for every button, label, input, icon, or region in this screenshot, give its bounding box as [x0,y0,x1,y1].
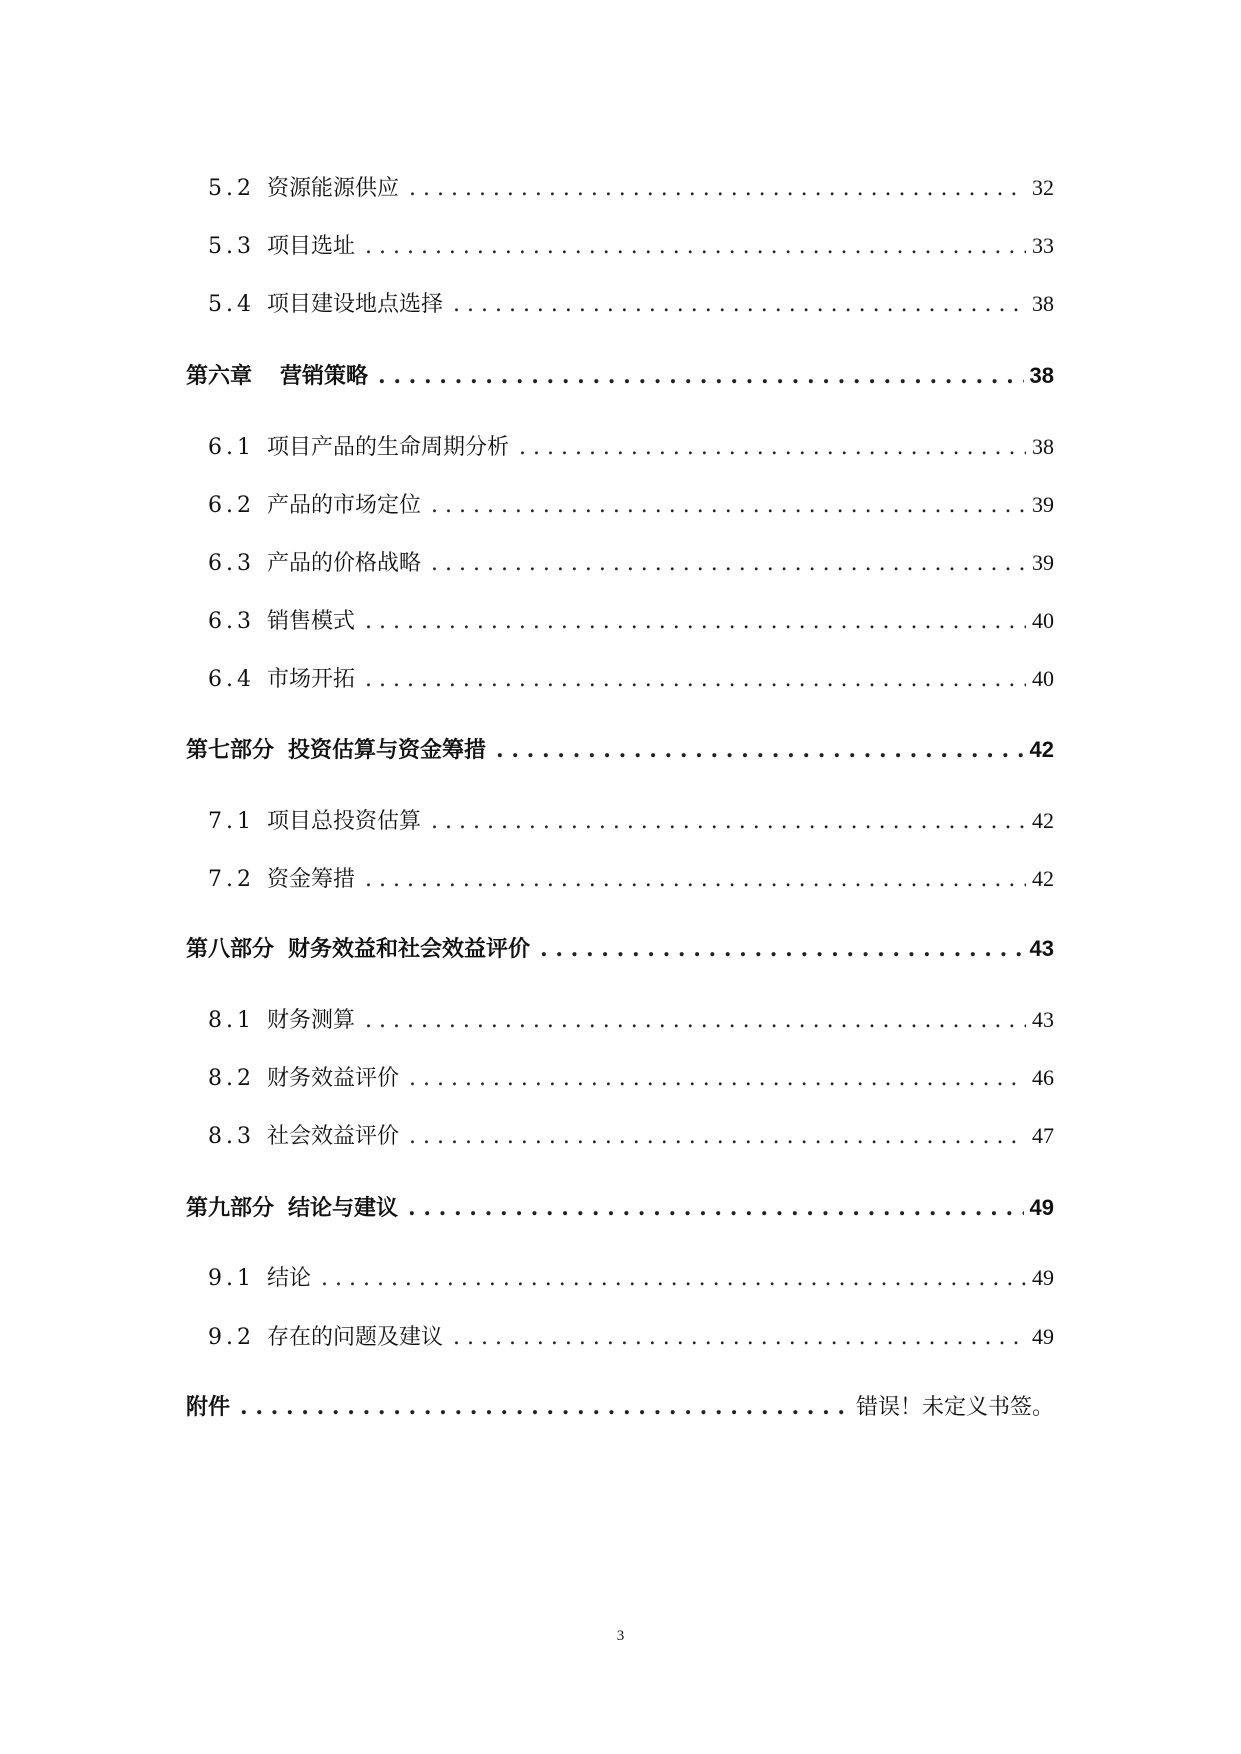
toc-entry-page: 38 [1032,291,1054,316]
toc-entry-title: 项目建设地点选择 [267,292,444,317]
toc-leader-dots [540,932,1023,966]
toc-entry-title: 产品的市场定位 [267,493,422,518]
toc-chapter-number: 第九部分 [186,1195,275,1221]
toc-entry[interactable] [208,662,1054,696]
toc-chapter-entry[interactable] [186,359,1054,393]
toc-chapter-title: 投资估算与资金筹措 [288,737,487,763]
toc-chapter-entry[interactable] [186,1191,1054,1225]
toc-entry-page: 43 [1032,1007,1054,1032]
toc-entry-title: 项目总投资估算 [267,809,422,834]
toc-entry-page: 40 [1032,666,1054,691]
toc-chapter-number: 第七部分 [186,737,275,763]
toc-entry[interactable] [208,1061,1054,1095]
toc-entry[interactable] [208,604,1054,638]
toc-leader-dots [431,547,1026,581]
toc-entry[interactable] [208,1003,1054,1037]
toc-entry-number: 7.1 [208,809,255,834]
toc-leader-dots [365,1004,1026,1038]
toc-bookmark-error: 错误！未定义书签。 [855,1395,1054,1420]
toc-entry-number: 6.2 [208,493,255,518]
toc-entry-page: 49 [1032,1265,1054,1290]
toc-entry-page: 32 [1032,175,1054,200]
toc-entry-number: 8.1 [208,1008,255,1033]
toc-entry-page: 49 [1032,1324,1054,1349]
toc-entry-page: 39 [1032,492,1054,517]
toc-chapter-page: 42 [1029,737,1054,762]
toc-entry-page: 33 [1032,233,1054,258]
toc-chapter-page: 49 [1029,1195,1054,1220]
toc-entry-title: 销售模式 [267,609,356,634]
toc-leader-dots [409,1062,1026,1096]
toc-entry-page: 42 [1032,866,1054,891]
toc-entry-title: 项目选址 [267,234,356,259]
toc-entry-title: 财务测算 [267,1008,356,1033]
toc-leader-dots [378,359,1023,393]
toc-appendix-title: 附件 [186,1394,231,1420]
toc-leader-dots [409,1120,1026,1154]
toc-chapter-number: 第八部分 [186,936,275,962]
toc-entry[interactable] [208,171,1054,205]
toc-entry-number: 6.3 [208,551,255,576]
toc-leader-dots [519,431,1026,465]
toc-entry-number: 8.2 [208,1066,255,1091]
toc-entry-number: 9.1 [208,1266,255,1291]
toc-leader-dots [365,230,1026,264]
toc-leader-dots [431,489,1026,523]
toc-entry-page: 47 [1032,1123,1054,1148]
toc-entry-title: 资源能源供应 [267,176,400,201]
toc-entry-page: 40 [1032,608,1054,633]
toc-leader-dots [365,863,1026,897]
toc-entry-title: 财务效益评价 [267,1066,400,1091]
toc-chapter-page: 38 [1029,363,1054,388]
toc-entry-number: 6.1 [208,435,255,460]
toc-entry[interactable] [208,804,1054,838]
toc-entry-title: 存在的问题及建议 [267,1325,444,1350]
toc-entry-number: 5.4 [208,292,255,317]
toc-chapter-page: 43 [1029,936,1054,961]
toc-entry[interactable] [208,1119,1054,1153]
toc-leader-dots [408,1191,1023,1225]
toc-entry-title: 资金筹措 [267,867,356,892]
toc-leader-dots [240,1390,850,1424]
toc-entry[interactable] [208,430,1054,464]
toc-entry-title: 社会效益评价 [267,1124,400,1149]
toc-chapter-entry[interactable] [186,733,1054,767]
toc-entry-number: 5.2 [208,176,255,201]
toc-entry-number: 5.3 [208,234,255,259]
toc-leader-dots [496,733,1023,767]
toc-leader-dots [365,605,1026,639]
toc-entry[interactable] [208,1261,1054,1295]
toc-entry-title: 产品的价格战略 [267,551,422,576]
toc-chapter-title: 营销策略 [280,363,369,389]
toc-entry[interactable] [208,488,1054,522]
toc-leader-dots [453,288,1026,322]
toc-appendix-entry[interactable] [186,1390,1054,1424]
toc-entry-number: 7.2 [208,867,255,892]
toc-entry-page: 39 [1032,550,1054,575]
toc-leader-dots [409,172,1026,206]
toc-entry-number: 9.2 [208,1325,255,1350]
toc-chapter-title: 结论与建议 [288,1195,399,1221]
toc-entry[interactable] [208,546,1054,580]
toc-leader-dots [431,805,1026,839]
toc-chapter-entry[interactable] [186,932,1054,966]
toc-leader-dots [321,1262,1026,1296]
toc-entry-number: 8.3 [208,1124,255,1149]
toc-entry-number: 6.4 [208,667,255,692]
toc-entry-page: 46 [1032,1065,1054,1090]
toc-leader-dots [365,663,1026,697]
toc-entry[interactable] [208,229,1054,263]
toc-entry[interactable] [208,862,1054,896]
toc-entry-page: 42 [1032,808,1054,833]
toc-chapter-title: 财务效益和社会效益评价 [288,936,531,962]
toc-entry-title: 项目产品的生命周期分析 [267,435,510,460]
toc-entry-number: 6.3 [208,609,255,634]
toc-entry[interactable] [208,287,1054,321]
toc-entry-title: 结论 [267,1266,312,1291]
toc-leader-dots [453,1321,1026,1355]
toc-entry-title: 市场开拓 [267,667,356,692]
toc-chapter-number: 第六章 [186,363,253,389]
page-number: 3 [616,1628,625,1644]
toc-entry-page: 38 [1032,434,1054,459]
toc-entry[interactable] [208,1320,1054,1354]
